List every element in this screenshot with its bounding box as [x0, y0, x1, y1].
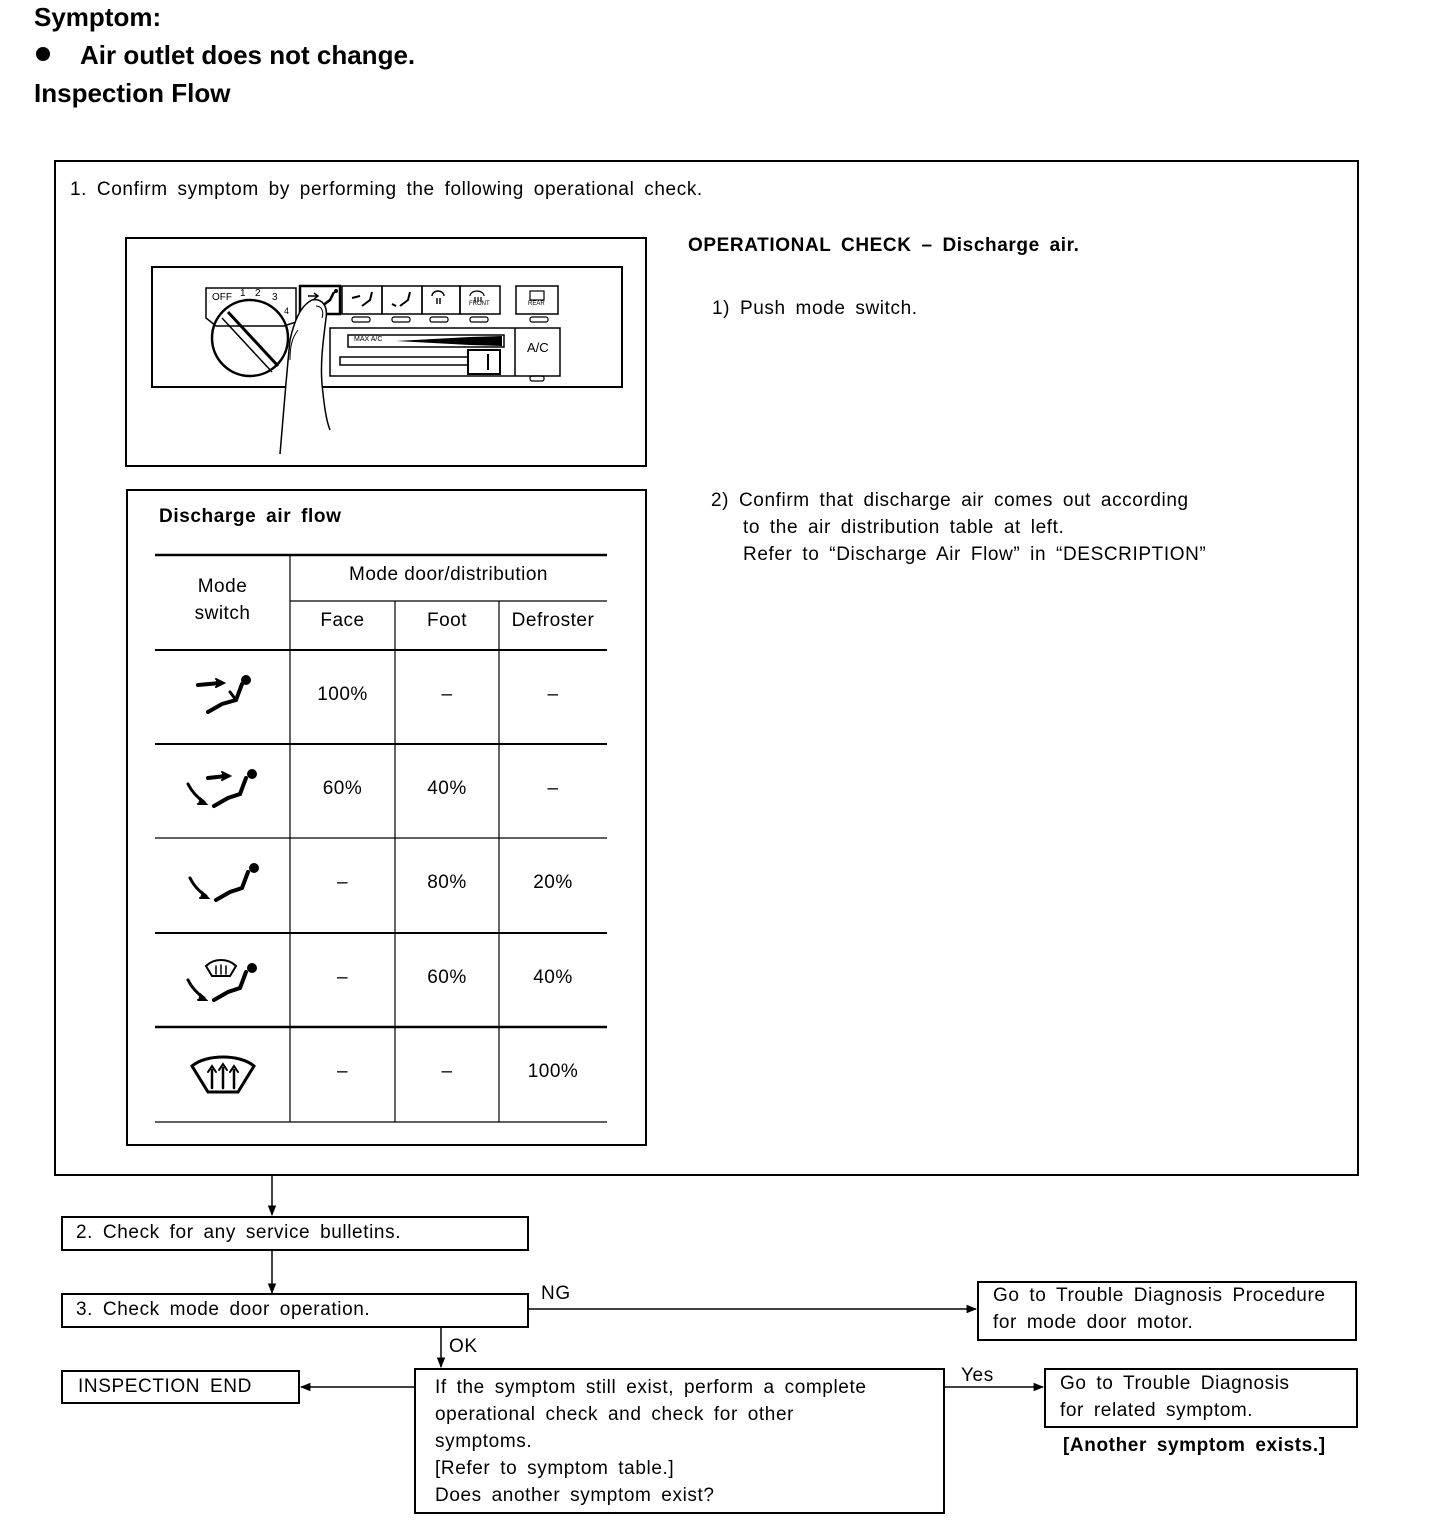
row5-face: –: [336, 1061, 349, 1082]
row3-face: –: [336, 872, 349, 893]
op-check-title: OPERATIONAL CHECK – Discharge air.: [688, 235, 1080, 256]
col-defroster-header: Defroster: [511, 610, 595, 631]
row4-foot: 60%: [427, 967, 467, 988]
row5-defroster: 100%: [527, 1061, 579, 1082]
step1-title: 1. Confirm symptom by performing the following operational check.: [70, 179, 703, 200]
yes-label: Yes: [961, 1365, 994, 1386]
row2-defroster: –: [547, 778, 559, 799]
col-mode-header-line1: Mode: [197, 576, 248, 597]
flow-title: Inspection Flow: [34, 78, 231, 108]
ng-label: NG: [541, 1283, 571, 1304]
foot-vent-icon: [190, 863, 259, 900]
row2-face: 60%: [322, 778, 363, 799]
row1-defroster: –: [547, 684, 559, 705]
yes-target-line1: Go to Trouble Diagnosis: [1060, 1373, 1290, 1394]
col-foot-header: Foot: [426, 610, 468, 631]
op-check-step1: 1) Push mode switch.: [712, 298, 918, 319]
ng-target-line2: for mode door motor.: [993, 1312, 1194, 1333]
row3-foot: 80%: [427, 872, 467, 893]
dial-label-off: OFF: [212, 292, 232, 303]
step3-text: 3. Check mode door operation.: [76, 1299, 371, 1320]
bi-level-icon: [188, 769, 257, 806]
front-label: FRONT: [469, 301, 490, 307]
dial-label-1: 1: [240, 288, 246, 299]
table-title: Discharge air flow: [159, 506, 342, 527]
face-vent-icon: [198, 675, 251, 712]
row1-foot: –: [441, 684, 453, 705]
yes-target-line2: for related symptom.: [1060, 1400, 1254, 1421]
defrost-icon: [192, 1057, 254, 1092]
op-check-step2-line1: 2) Confirm that discharge air comes out according: [711, 490, 1189, 511]
step2-text: 2. Check for any service bulletins.: [76, 1222, 402, 1243]
rear-label: REAR: [528, 301, 545, 307]
inspection-end-text: INSPECTION END: [78, 1376, 252, 1397]
row3-defroster: 20%: [533, 872, 573, 893]
ok-label: OK: [449, 1336, 478, 1357]
col-group-header: Mode door/distribution: [349, 564, 548, 585]
foot-defrost-icon: [188, 960, 257, 1000]
op-check-step2-line2: to the air distribution table at left.: [743, 517, 1065, 538]
row5-foot: –: [441, 1061, 453, 1082]
col-face-header: Face: [320, 610, 365, 631]
symptom-text-label: Air outlet does not change.: [80, 40, 416, 70]
another-symptom-note: [Another symptom exists.]: [1063, 1435, 1326, 1456]
question-line4: [Refer to symptom table.]: [435, 1458, 675, 1479]
question-line5: Does another symptom exist?: [435, 1485, 715, 1506]
dial-label-3: 3: [272, 292, 278, 303]
max-ac-label: MAX A/C: [354, 336, 383, 343]
row2-foot: 40%: [427, 778, 467, 799]
question-line2: operational check and check for other: [435, 1404, 795, 1425]
question-line1: If the symptom still exist, perform a complete: [435, 1377, 867, 1398]
flow-connectors: [272, 1176, 1043, 1387]
table-grid: [155, 555, 607, 1122]
ac-label: A/C: [527, 340, 549, 355]
dial-label-2: 2: [255, 288, 261, 299]
row4-face: –: [336, 967, 349, 988]
row1-face: 100%: [317, 684, 368, 705]
dial-label-4: 4: [284, 306, 290, 316]
row4-defroster: 40%: [533, 967, 573, 988]
question-line3: symptoms.: [435, 1431, 533, 1452]
symptom-label: Symptom:: [34, 2, 162, 32]
op-check-step2-line3: Refer to “Discharge Air Flow” in “DESCRIPTION”: [743, 544, 1207, 565]
col-mode-header-line2: switch: [194, 603, 251, 624]
ng-target-line1: Go to Trouble Diagnosis Procedure: [993, 1285, 1326, 1306]
